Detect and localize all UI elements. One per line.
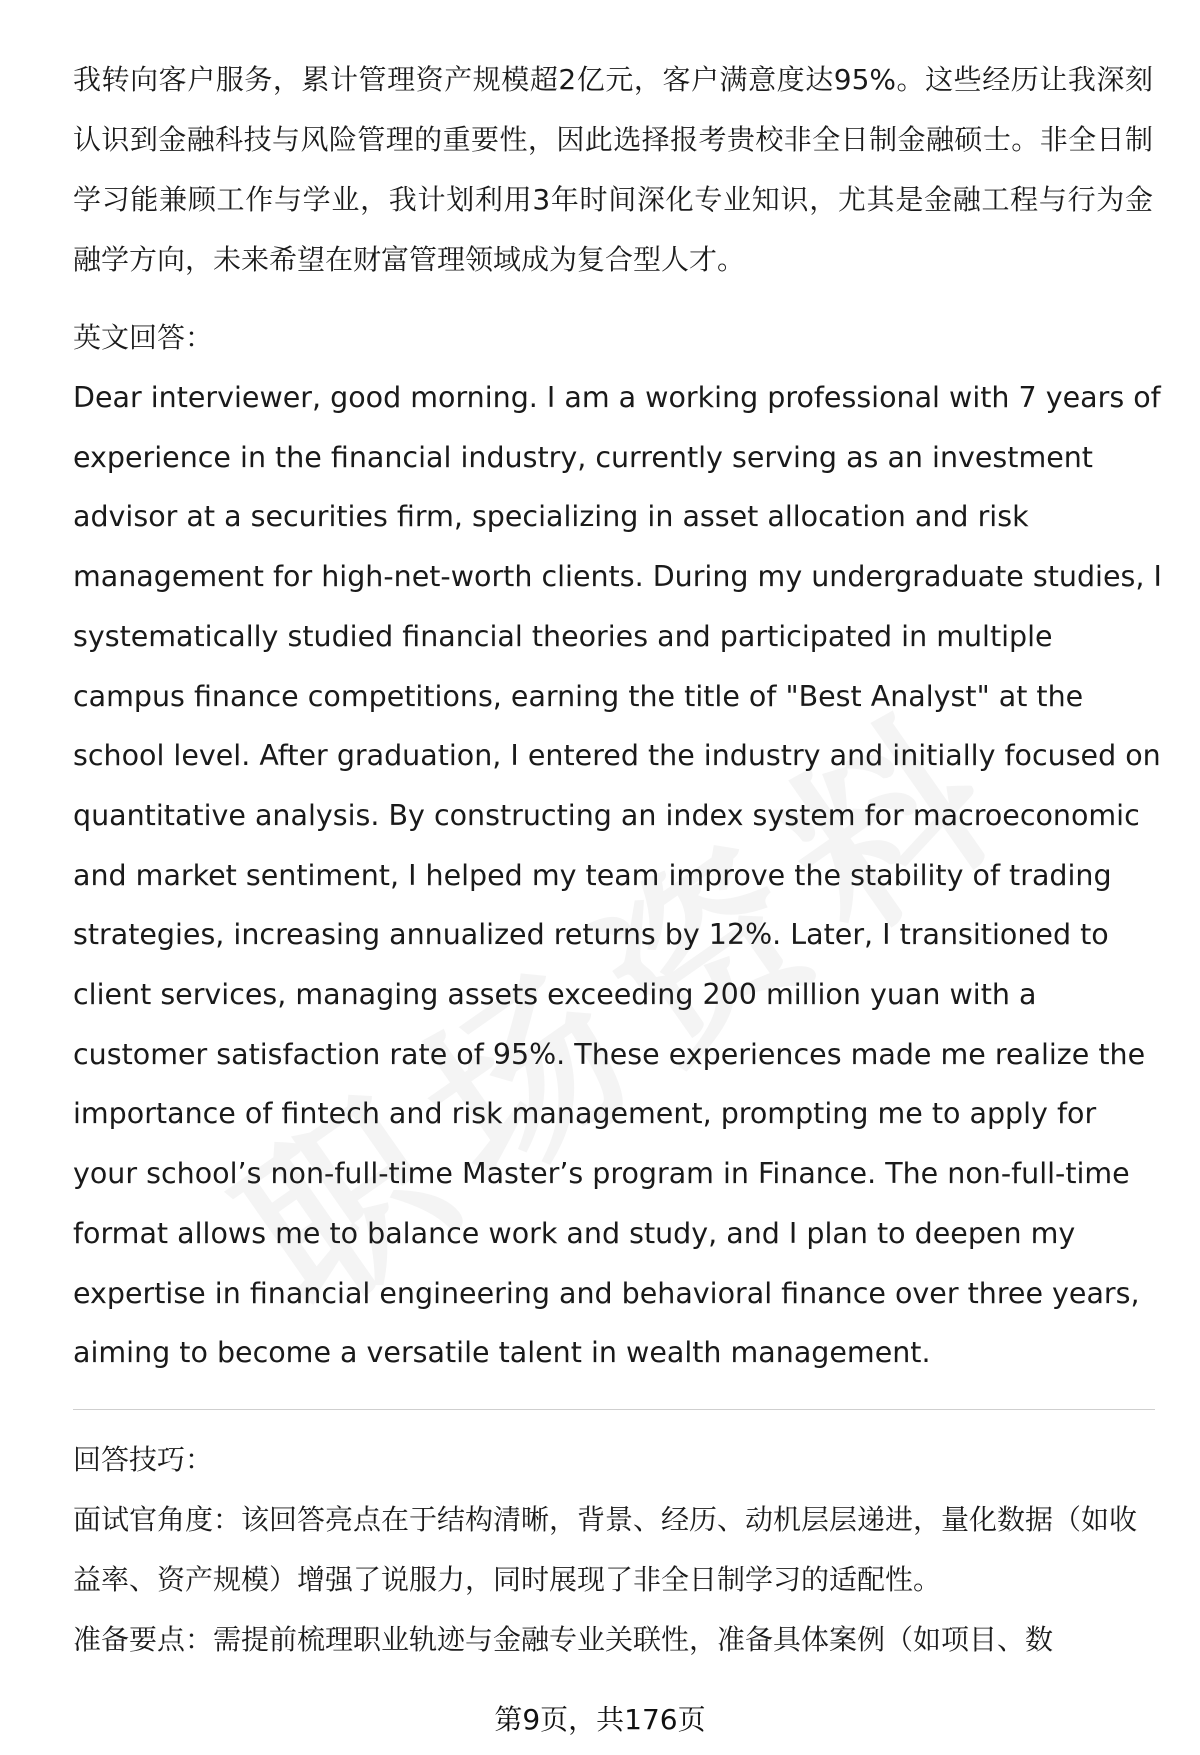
tip-preparation: 准备要点：需提前梳理职业轨迹与金融专业关联性，准备具体案例（如项目、数 xyxy=(73,1622,1054,1656)
tip-interviewer-view: 面试官角度：该回答亮点在于结构清晰，背景、经历、动机层层递进，量化数据（如收益率、资产规模）增强了说服力，同时展现了非全日制学习的适配性。 xyxy=(73,1502,1138,1596)
section-divider xyxy=(73,1409,1155,1410)
english-answer-paragraph: Dear interviewer, good morning. I am a working professional with 7 years of experience in the financial industry, currently serving as an investment advisor at a securities firm, specializing in asset allocation and risk management for high-net-worth clients. During my undergraduate studies, I systematically studied financial theories and participated in multiple campus finance competitions, earning the title of "Best Analyst" at the school level. After graduation, I entered the industry and initially focused on quantitative analysis. By constructing an index system for macroeconomic and market sentiment, I helped my team improve the stability of trading strategies, increasing annualized returns by 12%. Later, I transitioned to client services, managing assets exceeding 200 million yuan with a customer satisfaction rate of 95%. These experiences made me realize the importance of fintech and risk management, prompting me to apply for your school’s non-full-time Master’s program in Finance. The non-full-time format allows me to balance work and study, and I plan to deepen my expertise in financial engineering and behavioral finance over three years, aiming to become a versatile talent in wealth management. xyxy=(73,381,1162,1370)
english-answer-label: 英文回答： xyxy=(73,321,214,354)
tips-label: 回答技巧： xyxy=(73,1442,214,1476)
page-indicator: 第9页，共176页 xyxy=(494,1703,706,1736)
page-content xyxy=(73,50,1163,1670)
chinese-answer-paragraph: 我转向客户服务，累计管理资产规模超2亿元，客户满意度达95%。这些经历让我深刻认识到金融科技与风险管理的重要性，因此选择报考贵校非全日制金融硕士。非全日制学习能兼顾工作与学业，我计划利用3年时间深化专业知识，尤其是金融工程与行为金融学方向，未来希望在财富管理领域成为复合型人才。 xyxy=(73,63,1153,276)
